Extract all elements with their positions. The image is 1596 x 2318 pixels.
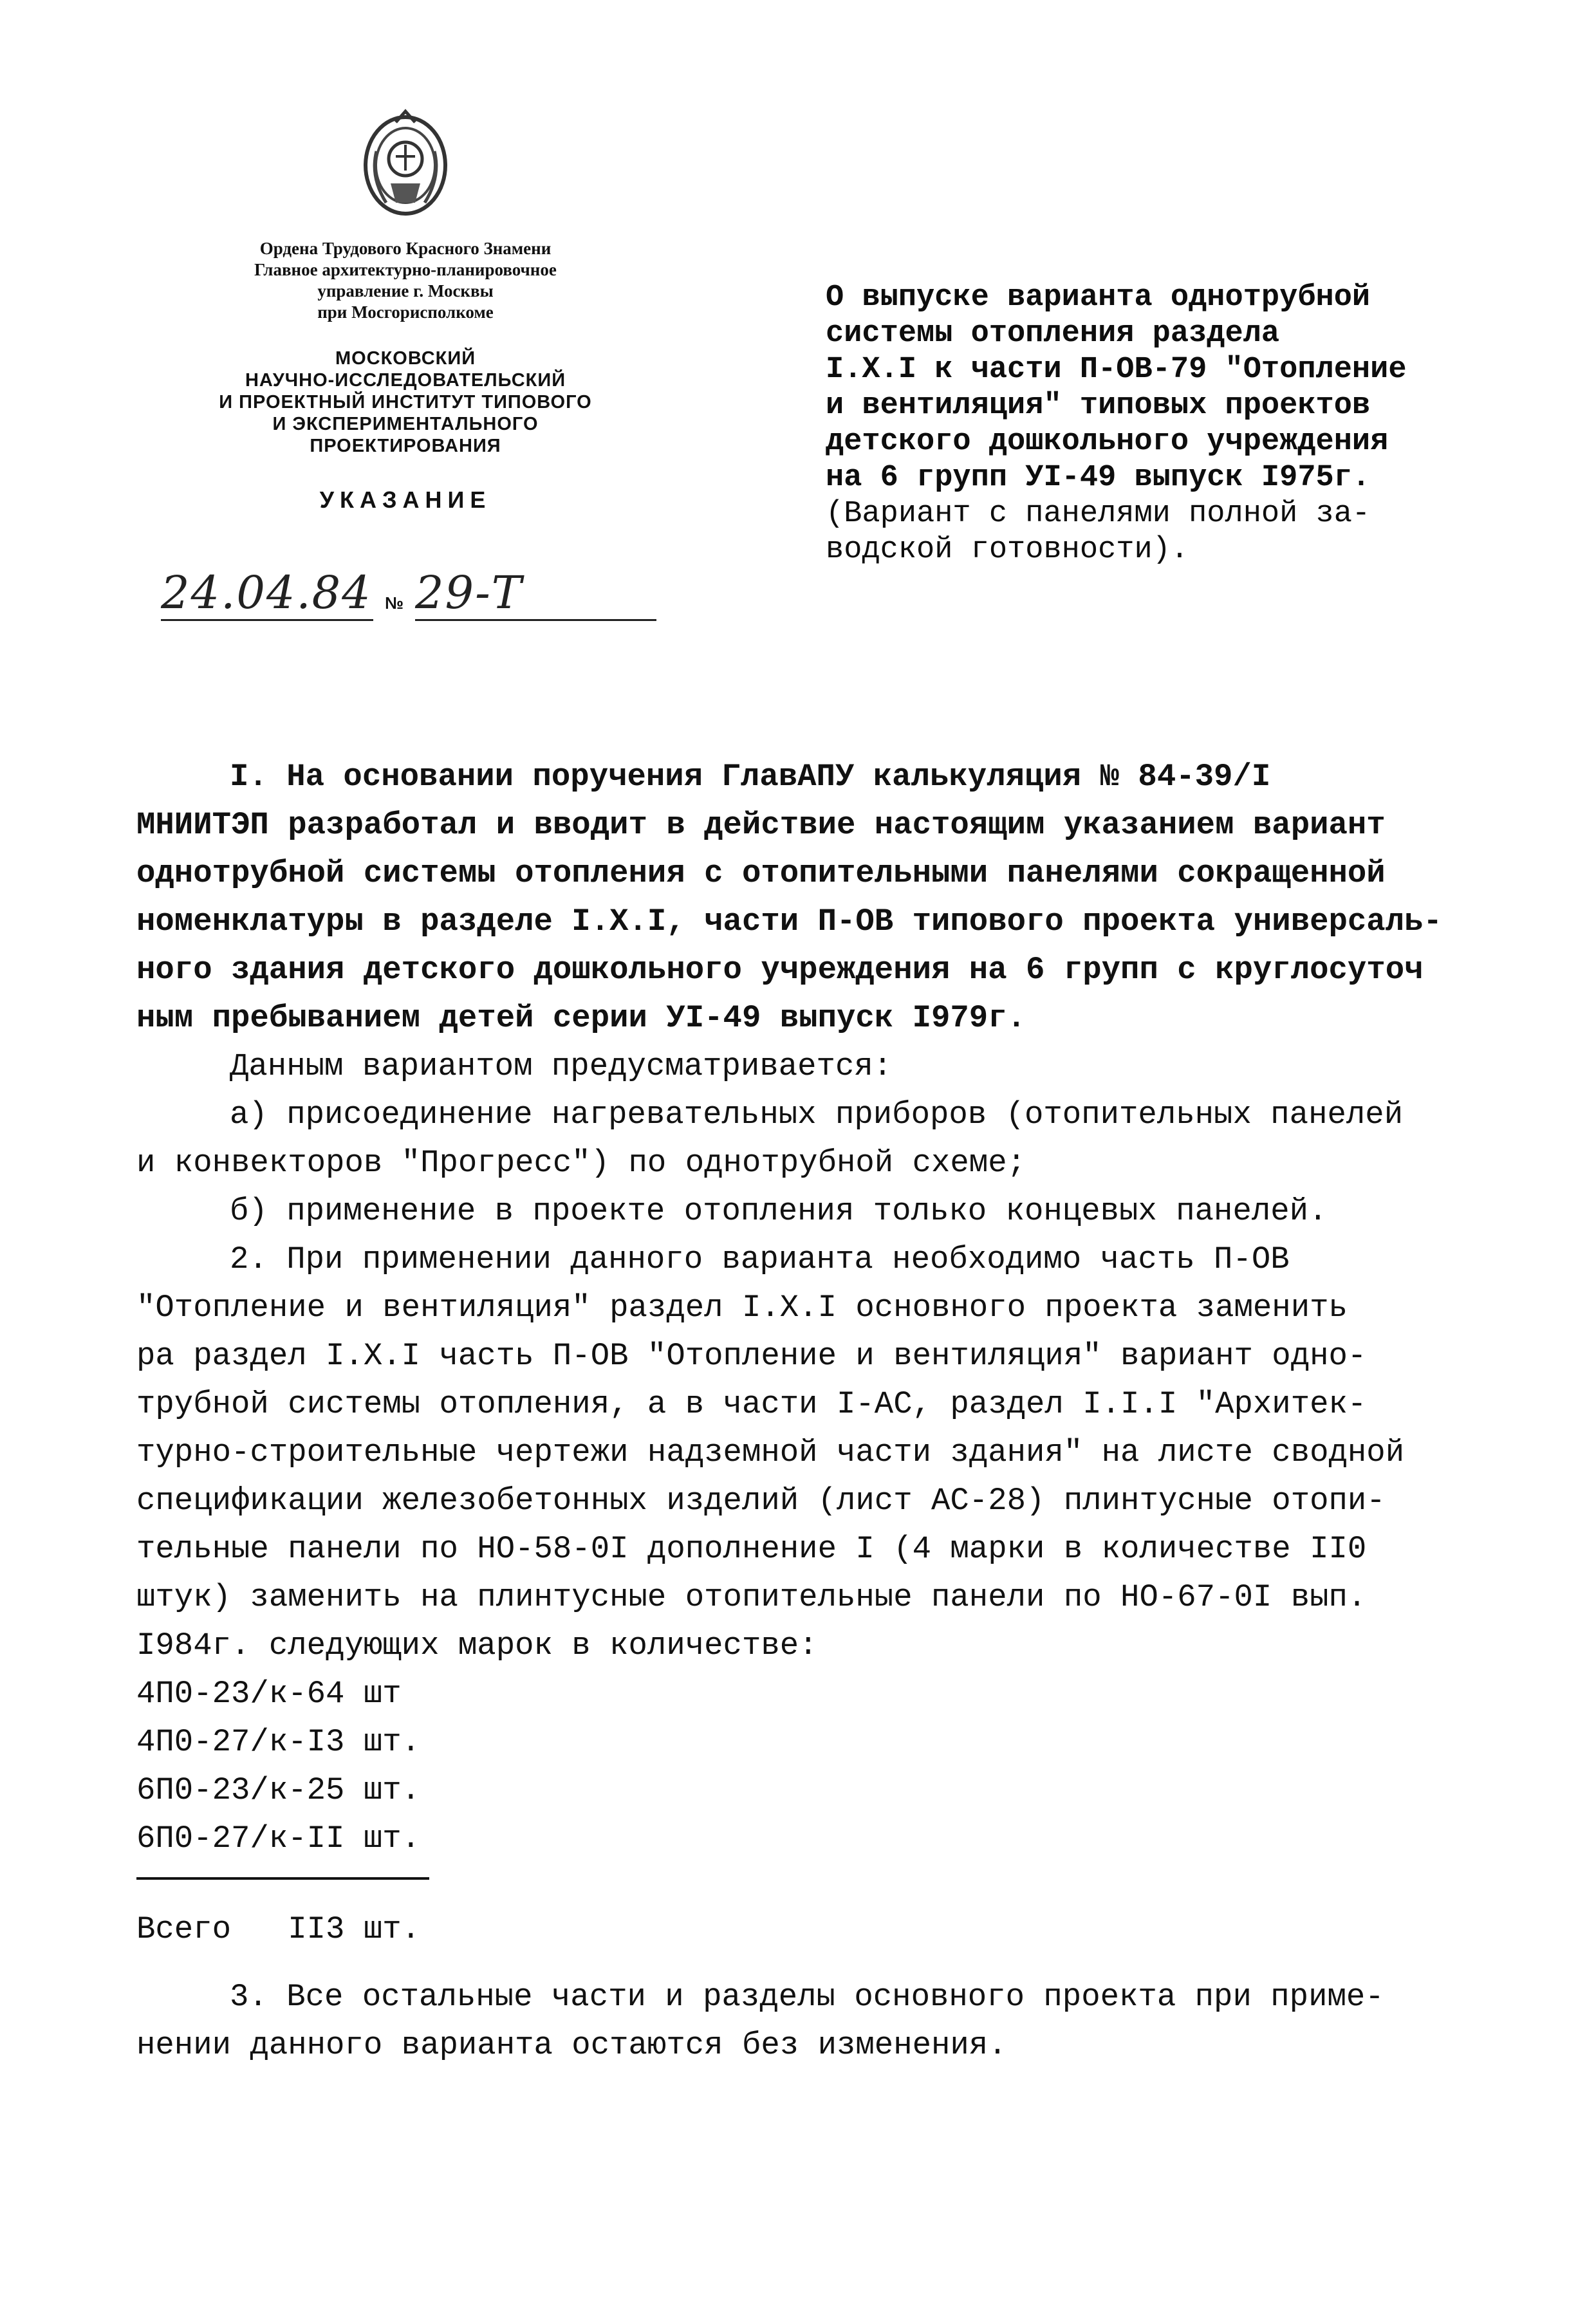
body-line: I984г. следующих марок в количестве:: [136, 1627, 818, 1664]
institute-line: МОСКОВСКИЙ: [335, 348, 476, 369]
mark-item: 6П0-27/к-II шт.: [136, 1821, 421, 1857]
subject-line: на 6 групп УI-49 выпуск I975г.: [826, 461, 1371, 495]
body-line: ра раздел I.X.I часть П-ОВ "Отопление и вентиляция" вариант одно-: [136, 1338, 1367, 1374]
body-line: штук) заменить на плинтусные отопительные панели по НО-67-0I вып.: [136, 1579, 1367, 1615]
total-line: [136, 1905, 1462, 1954]
org-line: при Мосгорисполкоме: [317, 302, 494, 322]
organization-block: [161, 238, 650, 514]
body-line: I. На основании поручения ГлавАПУ калькуляция № 84-39/I: [230, 759, 1271, 795]
body-line: тельные панели по НО-58-0I дополнение I (4 марки в количестве II0: [136, 1531, 1367, 1567]
body-line: номенклатуры в разделе I.X.I, части П-ОВ типового проекта универсаль-: [136, 904, 1442, 940]
subject-line: (Вариант с панелями полной за-: [826, 497, 1371, 531]
institute-line: НАУЧНО-ИССЛЕДОВАТЕЛЬСКИЙ: [245, 370, 566, 391]
org-line: управление г. Москвы: [317, 281, 494, 301]
body-line: 2. При применении данного варианта необходимо часть П-ОВ: [230, 1241, 1290, 1277]
paragraph-4: б) применение в проекте отопления только концевых панелей.: [230, 1193, 1328, 1229]
org-line: Главное архитектурно-планировочное: [254, 260, 557, 279]
institute-line: И ЭКСПЕРИМЕНТАЛЬНОГО: [272, 414, 539, 434]
body-line: "Отопление и вентиляция" раздел I.X.I основного проекта заменить: [136, 1290, 1348, 1326]
paragraph-5: [136, 1236, 1462, 1670]
body-line: трубной системы отопления, а в части I-АС, раздел I.I.I "Архитек-: [136, 1386, 1367, 1422]
subject-line: системы отопления раздела: [826, 317, 1280, 351]
subject-line: и вентиляция" типовых проектов: [826, 389, 1371, 423]
total-divider: [136, 1877, 429, 1880]
institute-line: ПРОЕКТИРОВАНИЯ: [310, 436, 501, 456]
total-label: Всего: [136, 1911, 232, 1947]
total-value: II3 шт.: [288, 1911, 421, 1947]
body-line: нении данного варианта остаются без изменения.: [136, 2027, 1007, 2063]
number-sign: №: [385, 593, 404, 613]
mark-item: 6П0-23/к-25 шт.: [136, 1772, 421, 1808]
paragraph-3: [136, 1091, 1462, 1187]
subject-line: водской готовности).: [826, 533, 1189, 567]
mark-item: 4П0-23/к-64 шт: [136, 1676, 402, 1712]
paragraph-2: Данным вариантом предусматривается:: [230, 1048, 893, 1084]
institute-name: [161, 348, 650, 457]
state-emblem-icon: [357, 106, 454, 225]
paragraph-6: [136, 1973, 1462, 2070]
body-line: МНИИТЭП разработал и вводит в действие настоящим указанием вариант: [136, 807, 1386, 843]
spacer: [136, 1954, 1462, 1973]
document-subject: [826, 280, 1469, 568]
body-line: 3. Все остальные части и разделы основного проекта при приме-: [230, 1979, 1384, 2015]
document-number: 29-Т: [415, 566, 656, 621]
document-date: 24.04.84: [161, 566, 373, 621]
body-line: однотрубной системы отопления с отопительными панелями сокращенной: [136, 855, 1386, 891]
document-type: УКАЗАНИЕ: [319, 487, 492, 513]
paragraph-1: [136, 753, 1462, 1043]
body-line: ным пребыванием детей серии УI-49 выпуск I979г.: [136, 1000, 1026, 1036]
date-number-line: [161, 566, 656, 624]
org-line: Ордена Трудового Красного Знамени: [259, 239, 552, 258]
subject-line: I.X.I к части П-ОВ-79 "Отопление: [826, 353, 1407, 387]
institute-line: И ПРОЕКТНЫЙ ИНСТИТУТ ТИПОВОГО: [219, 392, 592, 413]
body-line: и конвекторов "Прогресс") по однотрубной схеме;: [136, 1145, 1026, 1181]
body-line: ного здания детского дошкольного учреждения на 6 групп с круглосуточ: [136, 952, 1424, 988]
subject-line: детского дошкольного учреждения: [826, 425, 1389, 459]
body-line: спецификации железобетонных изделий (лист АС-28) плинтусные отопи-: [136, 1483, 1386, 1519]
mark-item: 4П0-27/к-I3 шт.: [136, 1724, 421, 1760]
body-line: а) присоединение нагревательных приборов (отопительных панелей: [230, 1097, 1404, 1133]
subject-line: О выпуске варианта однотрубной: [826, 281, 1371, 315]
document-body: [136, 753, 1462, 2070]
body-line: турно-строительные чертежи надземной части здания" на листе сводной: [136, 1434, 1405, 1470]
marks-list: [136, 1670, 1462, 1863]
